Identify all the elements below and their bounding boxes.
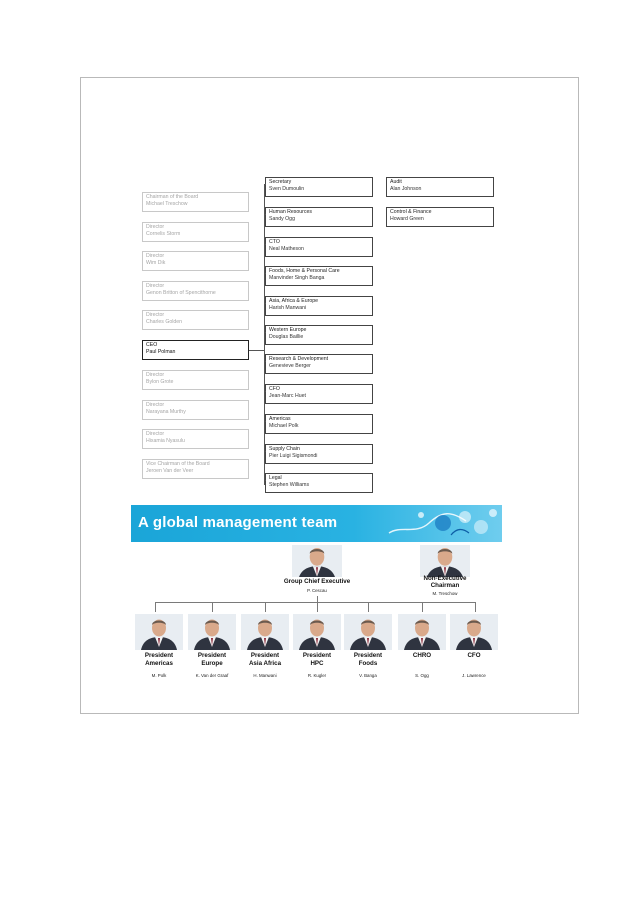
team-member-photo bbox=[344, 614, 392, 650]
gce-name: P. Cescau bbox=[307, 588, 327, 593]
org-drop-line bbox=[155, 602, 156, 612]
team-member-photo bbox=[450, 614, 498, 650]
team-member-region: Asia Africa bbox=[248, 660, 282, 667]
team-member-region: Americas bbox=[145, 660, 173, 667]
executive-connector bbox=[264, 451, 266, 452]
board-member-box bbox=[142, 459, 249, 479]
board-member-box-person: Bylon Grote bbox=[146, 379, 174, 385]
committee-box-title: Audit bbox=[390, 179, 402, 185]
board-member-box bbox=[142, 400, 249, 420]
org-horizontal-line bbox=[155, 602, 476, 603]
board-member-box-person: Michael Treschow bbox=[146, 201, 188, 207]
chairman-photo bbox=[420, 545, 470, 577]
team-member-photo bbox=[398, 614, 446, 650]
org-drop-line bbox=[475, 602, 476, 612]
executive-box bbox=[265, 384, 373, 404]
board-member-box bbox=[142, 281, 249, 301]
chairman-title-1: Non-Executive bbox=[423, 575, 467, 582]
ceo-box bbox=[142, 340, 249, 360]
org-drop-line bbox=[317, 602, 318, 612]
board-member-box bbox=[142, 222, 249, 242]
team-member-role: President bbox=[302, 652, 332, 659]
executive-connector bbox=[264, 421, 266, 422]
executive-box-person: Stephen Williams bbox=[269, 482, 310, 488]
board-member-box-title: Director bbox=[146, 224, 165, 230]
board-member-box bbox=[142, 310, 249, 330]
team-member-region: Europe bbox=[201, 660, 223, 667]
board-member-box-person: Cornelis Storm bbox=[146, 231, 181, 237]
executive-box bbox=[265, 414, 373, 434]
committee-box bbox=[386, 177, 494, 197]
team-member-role: President bbox=[144, 652, 174, 659]
executive-box bbox=[265, 296, 373, 316]
executive-box bbox=[265, 473, 373, 493]
team-member-photo bbox=[188, 614, 236, 650]
board-member-box-person: Genon Britton of Spencithorne bbox=[146, 290, 216, 296]
team-member-photo bbox=[293, 614, 341, 650]
board-member-box-person: Hixamia Nyasulu bbox=[146, 438, 185, 444]
gce-photo bbox=[292, 545, 342, 577]
executive-box bbox=[265, 177, 373, 197]
team-member-role: President bbox=[353, 652, 383, 659]
ceo-box-person: Paul Polman bbox=[146, 349, 176, 355]
executive-box-title: Human Resources bbox=[269, 209, 312, 215]
board-member-box bbox=[142, 429, 249, 449]
banner-title: A global management team bbox=[138, 514, 338, 531]
board-member-box-title: Director bbox=[146, 253, 165, 259]
org-drop-line bbox=[212, 602, 213, 612]
ceo-box-title: CEO bbox=[146, 342, 158, 348]
committee-box bbox=[386, 207, 494, 227]
org-drop-line bbox=[422, 602, 423, 612]
committee-box-person: Howard Green bbox=[390, 216, 424, 222]
board-member-box-person: Charles Golden bbox=[146, 319, 183, 325]
executive-box-title: Western Europe bbox=[269, 327, 307, 333]
board-member-box-title: Vice Chairman of the Board bbox=[146, 461, 210, 467]
banner-decoration-icon bbox=[381, 505, 502, 542]
board-member-box-title: Director bbox=[146, 402, 165, 408]
executive-box bbox=[265, 444, 373, 464]
team-member-role: President bbox=[197, 652, 227, 659]
board-member-box-person: Wim Dik bbox=[146, 260, 166, 266]
org-drop-line bbox=[368, 602, 369, 612]
executive-box-title: Americas bbox=[269, 416, 291, 422]
banner bbox=[131, 505, 502, 542]
executive-box-person: Douglas Baillie bbox=[269, 334, 304, 340]
team-member-role: President bbox=[250, 652, 280, 659]
executive-connector bbox=[264, 244, 266, 245]
team-member-region: Foods bbox=[358, 660, 378, 667]
chairman-name: M. Treschow bbox=[432, 591, 458, 596]
executive-box-person: Neal Matheson bbox=[269, 246, 304, 252]
board-member-box-person: Narayana Murthy bbox=[146, 409, 186, 415]
executive-connector bbox=[264, 391, 266, 392]
gce-title: Group Chief Executive bbox=[283, 578, 351, 585]
team-member-region: HPC bbox=[310, 660, 324, 667]
team-member-name: K. Van der Graaf bbox=[195, 673, 229, 678]
board-member-box bbox=[142, 192, 249, 212]
executive-spine bbox=[264, 184, 265, 485]
team-member-name: H. Manwani bbox=[253, 673, 277, 678]
team-member-name: R. Kugler bbox=[307, 673, 327, 678]
committee-box-title: Control & Finance bbox=[390, 209, 432, 215]
executive-box bbox=[265, 207, 373, 227]
executive-box-person: Michael Polk bbox=[269, 423, 299, 429]
chairman-title-2: Chairman bbox=[430, 582, 460, 589]
executive-box-person: Jean-Marc Huet bbox=[269, 393, 306, 399]
executive-box-person: Manvinder Singh Banga bbox=[269, 275, 325, 281]
board-member-box-title: Director bbox=[146, 372, 165, 378]
executive-connector bbox=[264, 214, 266, 215]
ceo-connector bbox=[249, 350, 264, 351]
executive-connector bbox=[264, 332, 266, 333]
board-member-box-title: Director bbox=[146, 312, 165, 318]
team-member-name: V. Banga bbox=[359, 673, 377, 678]
executive-box-title: Secretary bbox=[269, 179, 292, 185]
executive-box-title: Supply Chain bbox=[269, 446, 300, 452]
executive-box-title: Research & Development bbox=[269, 356, 329, 362]
executive-connector bbox=[264, 184, 266, 185]
team-member-name: M. Polk bbox=[151, 673, 167, 678]
executive-box-title: Asia, Africa & Europe bbox=[269, 298, 319, 304]
executive-connector bbox=[264, 480, 266, 481]
executive-box-title: CFO bbox=[269, 386, 280, 392]
team-member-name: S. Ogg bbox=[415, 673, 429, 678]
executive-box bbox=[265, 354, 373, 374]
committee-box-person: Alan Johnson bbox=[390, 186, 422, 192]
executive-box-person: Sven Dumoulin bbox=[269, 186, 305, 192]
executive-box bbox=[265, 325, 373, 345]
board-member-box-title: Director bbox=[146, 283, 165, 289]
team-member-role: CHRO bbox=[412, 652, 432, 659]
executive-connector bbox=[264, 273, 266, 274]
board-member-box-person: Jeroen Van der Veer bbox=[146, 468, 194, 474]
executive-box-title: Legal bbox=[269, 475, 282, 481]
executive-connector bbox=[264, 303, 266, 304]
executive-box bbox=[265, 237, 373, 257]
team-member-name: J. Lawrence bbox=[462, 673, 486, 678]
team-member-role: CFO bbox=[467, 652, 481, 659]
team-member-photo bbox=[135, 614, 183, 650]
team-member-photo bbox=[241, 614, 289, 650]
executive-box-person: Genevieve Berger bbox=[269, 363, 311, 369]
org-drop-line bbox=[265, 602, 266, 612]
executive-box-person: Sandy Ogg bbox=[269, 216, 295, 222]
executive-box-person: Harish Manwani bbox=[269, 305, 307, 311]
executive-box-title: CTO bbox=[269, 239, 280, 245]
executive-connector bbox=[264, 361, 266, 362]
executive-box-title: Foods, Home & Personal Care bbox=[269, 268, 340, 274]
executive-box bbox=[265, 266, 373, 286]
board-member-box bbox=[142, 370, 249, 390]
board-member-box bbox=[142, 251, 249, 271]
executive-box-person: Pier Luigi Sigismondi bbox=[269, 453, 318, 459]
board-member-box-title: Chairman of the Board bbox=[146, 194, 199, 200]
board-member-box-title: Director bbox=[146, 431, 165, 437]
